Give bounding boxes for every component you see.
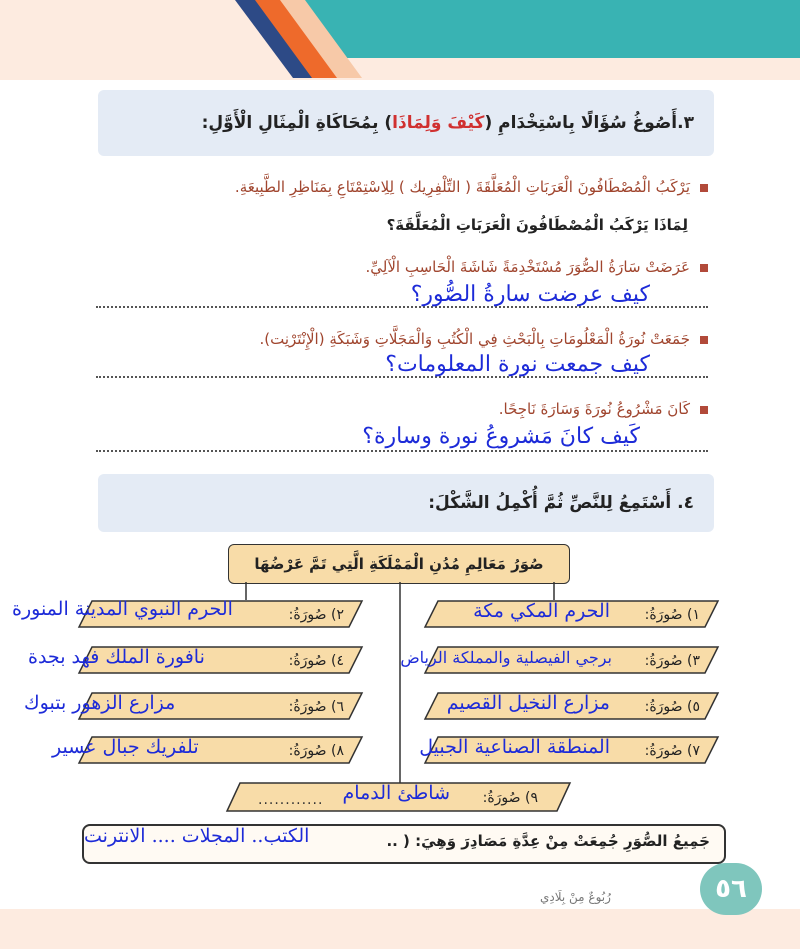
entry-5-answer[interactable]: مزارع النخيل القصيم bbox=[446, 692, 610, 714]
example-question: لِمَاذَا يَرْكَبُ الْمُصْطَافُونَ الْعَرَبَاتِ الْمُعَلَّقَةَ؟ bbox=[386, 216, 688, 234]
entry-7-answer[interactable]: المنطقة الصناعية الجبيل bbox=[419, 736, 610, 758]
sources-answer[interactable]: الكتب.. المجلات .... الانترنت bbox=[84, 825, 310, 847]
entry-9-answer[interactable]: شاطئ الدمام bbox=[342, 782, 450, 804]
entry-3-answer[interactable]: برجي الفيصلية والمملكة الرياض bbox=[400, 648, 612, 667]
sources-prompt: جَمِيعُ الصُّوَرِ جُمِعَتْ مِنْ عِدَّةِ مَصَادِرَ وَهِيَ: ( .. bbox=[386, 832, 710, 850]
entry-9-label: ٩) صُورَةُ: bbox=[482, 790, 538, 806]
section-4-header: ٤. أَسْتَمِعُ لِلنَّصِّ ثُمَّ أُكْمِلُ الشَّكْلَ: bbox=[98, 474, 714, 532]
entry-6-label: ٦) صُورَةُ: bbox=[288, 699, 344, 715]
entry-4-label: ٤) صُورَةُ: bbox=[288, 653, 344, 669]
answer-1[interactable]: كيف عرضت سارةُ الصُّور؟ bbox=[410, 282, 650, 307]
answer-2[interactable]: كيف جمعت نورة المعلومات؟ bbox=[385, 352, 650, 377]
unit-name: رُبُوعٌ مِنْ بِلَادِي bbox=[540, 890, 611, 904]
header-decoration bbox=[0, 0, 800, 80]
bullet-icon bbox=[700, 264, 708, 272]
item-2-sentence: جَمَعَتْ نُورَةُ الْمَعْلُومَاتِ بِالْبَحْثِ فِي الْكُتُبِ وَالْمَجَلَّاتِ وَشَبَكَةِ (الْإِنْتَرْنِت). bbox=[88, 330, 708, 348]
bullet-icon bbox=[700, 406, 708, 414]
section-3-number: ٣. bbox=[677, 113, 694, 133]
section-3-instruction-end: ) بِمُحَاكَاةِ الْمِثَالِ الْأَوَّلِ: bbox=[201, 113, 393, 133]
section-3-highlight: كَيْفَ وَلِمَاذَا bbox=[392, 113, 485, 133]
page-number: ٥٦ bbox=[700, 863, 762, 915]
entry-4-answer[interactable]: نافورة الملك فهد بجدة bbox=[28, 646, 205, 668]
example-sentence: يَرْكَبُ الْمُصْطَافُونَ الْعَرَبَاتِ الْمُعَلَّقَةَ ( التِّلْفِرِيك ) لِلِاسْتِمْتَاعِ بِمَنَاظِرِ الطَّبِيعَةِ. bbox=[88, 178, 708, 196]
bullet-icon bbox=[700, 184, 708, 192]
entry-2-answer[interactable]: الحرم النبوي المدينة المنورة bbox=[12, 598, 233, 620]
answer-3[interactable]: كَيف كانَ مَشروعُ نورة وسارة؟ bbox=[362, 424, 640, 449]
entry-7-label: ٧) صُورَةُ: bbox=[644, 743, 700, 759]
entry-8-label: ٨) صُورَةُ: bbox=[288, 743, 344, 759]
item-1-sentence: عَرَضَتْ سَارَةُ الصُّوَرَ مُسْتَخْدِمَةً شَاشَةَ الْحَاسِبِ الْآلِيِّ. bbox=[88, 258, 708, 276]
teal-stripe bbox=[270, 0, 800, 58]
entry-1-label: ١) صُورَةُ: bbox=[644, 607, 700, 623]
entry-5-label: ٥) صُورَةُ: bbox=[644, 699, 700, 715]
entry-9-dots: ............ bbox=[258, 792, 324, 808]
entry-1-answer[interactable]: الحرم المكي مكة bbox=[473, 600, 610, 622]
footer-band bbox=[0, 909, 800, 949]
diagram-title-box: صُوَرُ مَعَالِمِ مُدُنِ الْمَمْلَكَةِ الَّتِي تَمَّ عَرْضُهَا bbox=[228, 544, 570, 584]
entry-8-answer[interactable]: تلفريك جبال عسير bbox=[52, 736, 199, 758]
answer-line-3 bbox=[96, 450, 708, 452]
section-3-instruction-start: أَصُوغُ سُؤَالًا بِاسْتِخْدَامِ ( bbox=[484, 113, 678, 133]
bullet-icon bbox=[700, 336, 708, 344]
entry-6-answer[interactable]: مزارع الزهور بتبوك bbox=[24, 692, 176, 714]
section-3-header bbox=[98, 90, 714, 156]
item-3-sentence: كَانَ مَشْرُوعُ نُورَةَ وَسَارَةَ نَاجِحًا. bbox=[88, 400, 708, 418]
entry-2-label: ٢) صُورَةُ: bbox=[288, 607, 344, 623]
entry-3-label: ٣) صُورَةُ: bbox=[644, 653, 700, 669]
